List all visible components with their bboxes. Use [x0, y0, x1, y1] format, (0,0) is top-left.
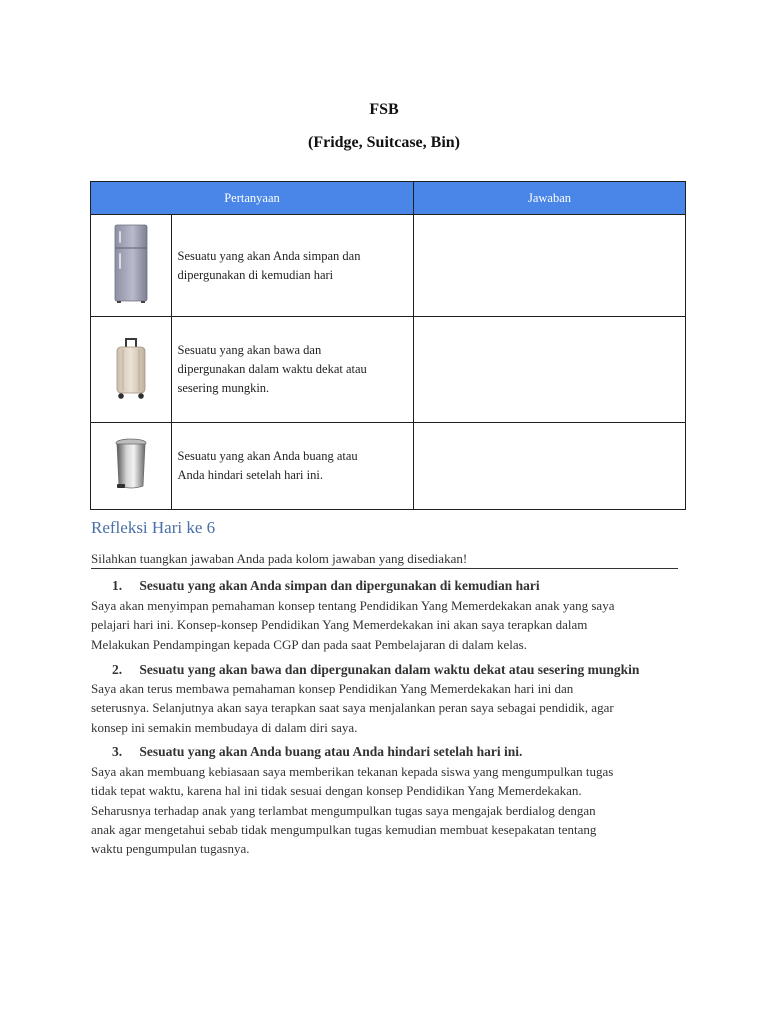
- reflection-item-body: [91, 762, 691, 858]
- table-row: [91, 423, 686, 510]
- item-heading-text: Sesuatu yang akan Anda simpan dan dipergunakan di kemudian hari: [139, 578, 540, 593]
- trash-bin-icon: [109, 434, 153, 494]
- item-heading-text: Sesuatu yang akan bawa dan dipergunakan dalam waktu dekat atau sesering mungkin: [139, 662, 640, 677]
- reflection-item-body: [91, 679, 691, 737]
- reflection-item-heading: [112, 578, 540, 594]
- reflection-item-heading: [112, 744, 522, 760]
- question-line: Sesuatu yang akan bawa dan: [177, 343, 322, 357]
- body-line: anak agar mengetahui sebab tidak mengumpulkan tugas kemudian membuat kesepakatan tentang: [91, 821, 597, 837]
- header-jawaban: Jawaban: [414, 182, 686, 215]
- body-line: Saya akan menyimpan pemahaman konsep tentang Pendidikan Yang Memerdekakan anak yang saya: [91, 598, 615, 613]
- answer-cell[interactable]: [414, 215, 686, 317]
- document-title: FSB: [369, 101, 399, 118]
- question-line: Sesuatu yang akan Anda simpan dan: [177, 248, 361, 263]
- instruction-text: Silahkan tuangkan jawaban Anda pada kolom jawaban yang disediakan!: [91, 551, 678, 569]
- question-line: dipergunakan dalam waktu dekat atau: [177, 362, 367, 376]
- fridge-icon: [109, 222, 153, 306]
- suitcase-icon: [109, 335, 153, 401]
- question-cell: [171, 423, 413, 510]
- table-header-row: [91, 182, 686, 215]
- item-heading-text: Sesuatu yang akan Anda buang atau Anda hindari setelah hari ini.: [139, 744, 523, 759]
- body-line: Melakukan Pendampingan kepada CGP dan pada saat Pembelajaran di dalam kelas.: [91, 636, 527, 652]
- document-subtitle: (Fridge, Suitcase, Bin): [308, 134, 460, 151]
- body-line: pelajari hari ini. Konsep-konsep Pendidikan Yang Memerdekakan ini akan saya terapkan dalam: [91, 617, 588, 633]
- answer-cell[interactable]: [414, 317, 686, 423]
- table-row: [91, 215, 686, 317]
- answer-cell[interactable]: [414, 423, 686, 510]
- item-number: 2.: [112, 662, 123, 677]
- reflection-item-heading: [112, 662, 639, 678]
- image-cell: [91, 317, 172, 423]
- header-pertanyaan: Pertanyaan: [91, 182, 414, 215]
- question-line: Sesuatu yang akan Anda buang atau: [177, 449, 358, 463]
- question-line: dipergunakan di kemudian hari: [177, 267, 334, 282]
- body-line: tidak tepat waktu, karena hal ini tidak sesuai dengan konsep Pendidikan Yang Memerdekakan.: [91, 783, 582, 799]
- question-line: sesering mungkin.: [177, 381, 270, 395]
- body-line: konsep ini semakin membudaya di dalam diri saya.: [91, 719, 358, 735]
- question-cell: [171, 317, 413, 423]
- fsb-table: [90, 181, 686, 510]
- item-number: 1.: [112, 578, 123, 593]
- body-line: seterusnya. Selanjutnya akan saya terapkan saat saya menjalankan peran saya sebagai pendidik, agar: [91, 700, 614, 716]
- reflection-item-body: [91, 596, 691, 654]
- body-line: Saya akan membuang kebiasaan saya memberikan tekanan kepada siswa yang mengumpulkan tugas: [91, 764, 614, 779]
- body-line: waktu pengumpulan tugasnya.: [91, 841, 250, 857]
- image-cell: [91, 423, 172, 510]
- item-number: 3.: [112, 744, 123, 759]
- image-cell: [91, 215, 172, 317]
- body-line: Seharusnya terhadap anak yang terlambat mengumpulkan tugas saya mengajak berdialog dengan: [91, 802, 596, 818]
- question-cell: [171, 215, 413, 317]
- table-row: [91, 317, 686, 423]
- body-line: Saya akan terus membawa pemahaman konsep Pendidikan Yang Memerdekakan hari ini dan: [91, 681, 574, 696]
- question-line: Anda hindari setelah hari ini.: [177, 468, 323, 482]
- refleksi-heading: Refleksi Hari ke 6: [91, 518, 216, 537]
